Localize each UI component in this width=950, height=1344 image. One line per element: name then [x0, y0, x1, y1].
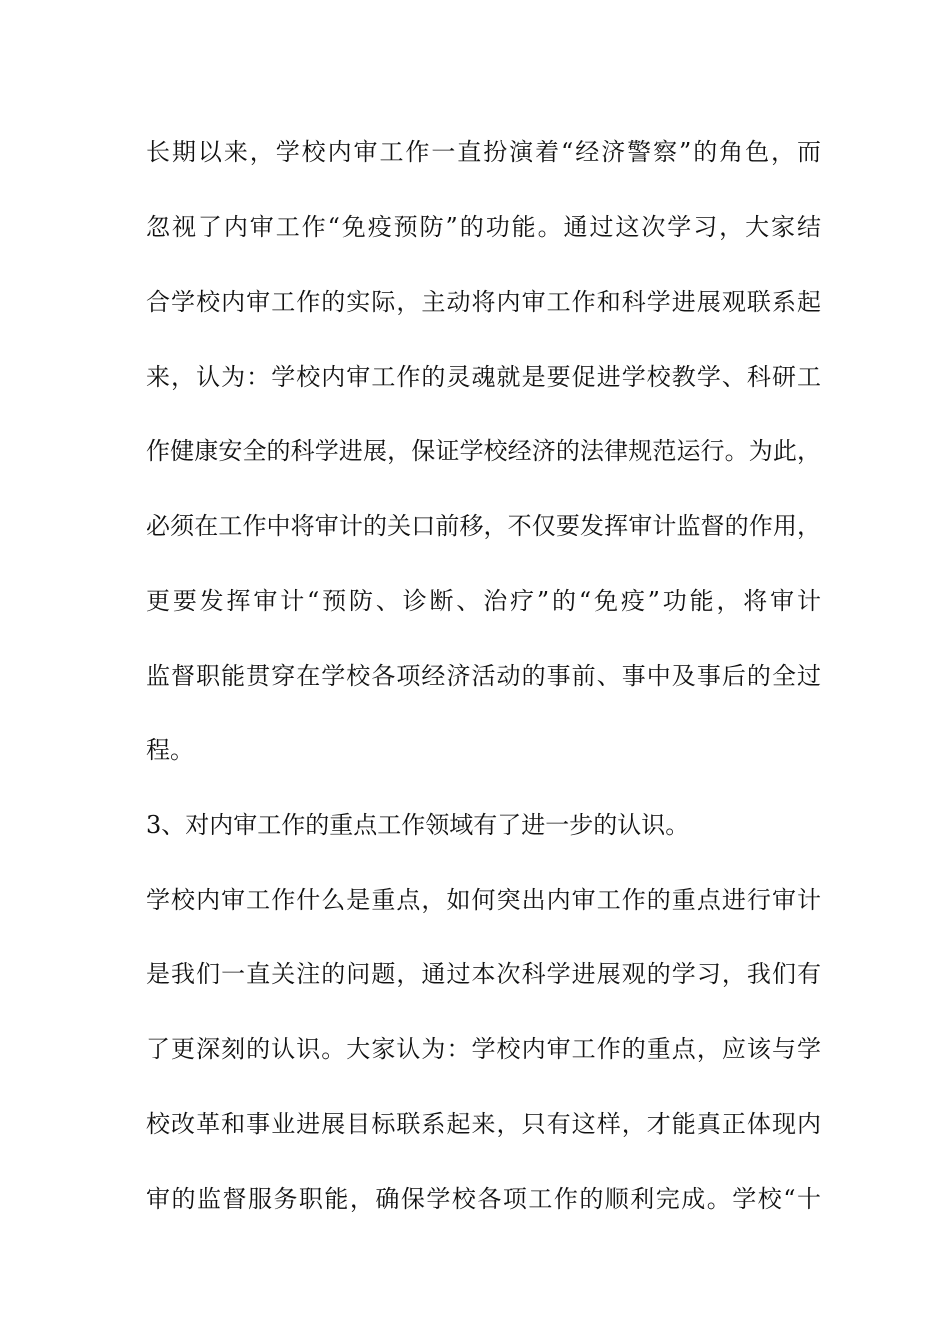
paragraph-line: 长期以来，学校内审工作一直扮演着“经济警察”的角色，而 — [146, 138, 821, 166]
paragraph-line: 作健康安全的科学进展，保证学校经济的法律规范运行。为此， — [146, 437, 821, 465]
paragraph-line: 程。 — [146, 736, 194, 764]
paragraph-line: 更要发挥审计“预防、诊断、治疗”的“免疫”功能，将审计 — [146, 587, 821, 615]
paragraph-line: 了更深刻的认识。大家认为：学校内审工作的重点，应该与学 — [146, 1035, 821, 1063]
paragraph-line: 监督职能贯穿在学校各项经济活动的事前、事中及事后的全过 — [146, 662, 821, 690]
paragraph-line: 必须在工作中将审计的关口前移，不仅要发挥审计监督的作用， — [146, 512, 821, 540]
paragraph-line: 忽视了内审工作“免疫预防”的功能。通过这次学习，大家结 — [146, 213, 821, 241]
paragraph-line: 审的监督服务职能，确保学校各项工作的顺利完成。学校“十 — [146, 1185, 821, 1213]
paragraph-line: 校改革和事业进展目标联系起来，只有这样，才能真正体现内 — [146, 1110, 821, 1138]
paragraph-line: 合学校内审工作的实际，主动将内审工作和科学进展观联系起 — [146, 288, 821, 316]
section-heading: 3、对内审工作的重点工作领域有了进一步的认识。 — [146, 811, 690, 839]
paragraph-line: 学校内审工作什么是重点，如何突出内审工作的重点进行审计 — [146, 886, 821, 914]
paragraph-line: 来，认为：学校内审工作的灵魂就是要促进学校教学、科研工 — [146, 363, 821, 391]
paragraph-line: 是我们一直关注的问题，通过本次科学进展观的学习，我们有 — [146, 960, 821, 988]
